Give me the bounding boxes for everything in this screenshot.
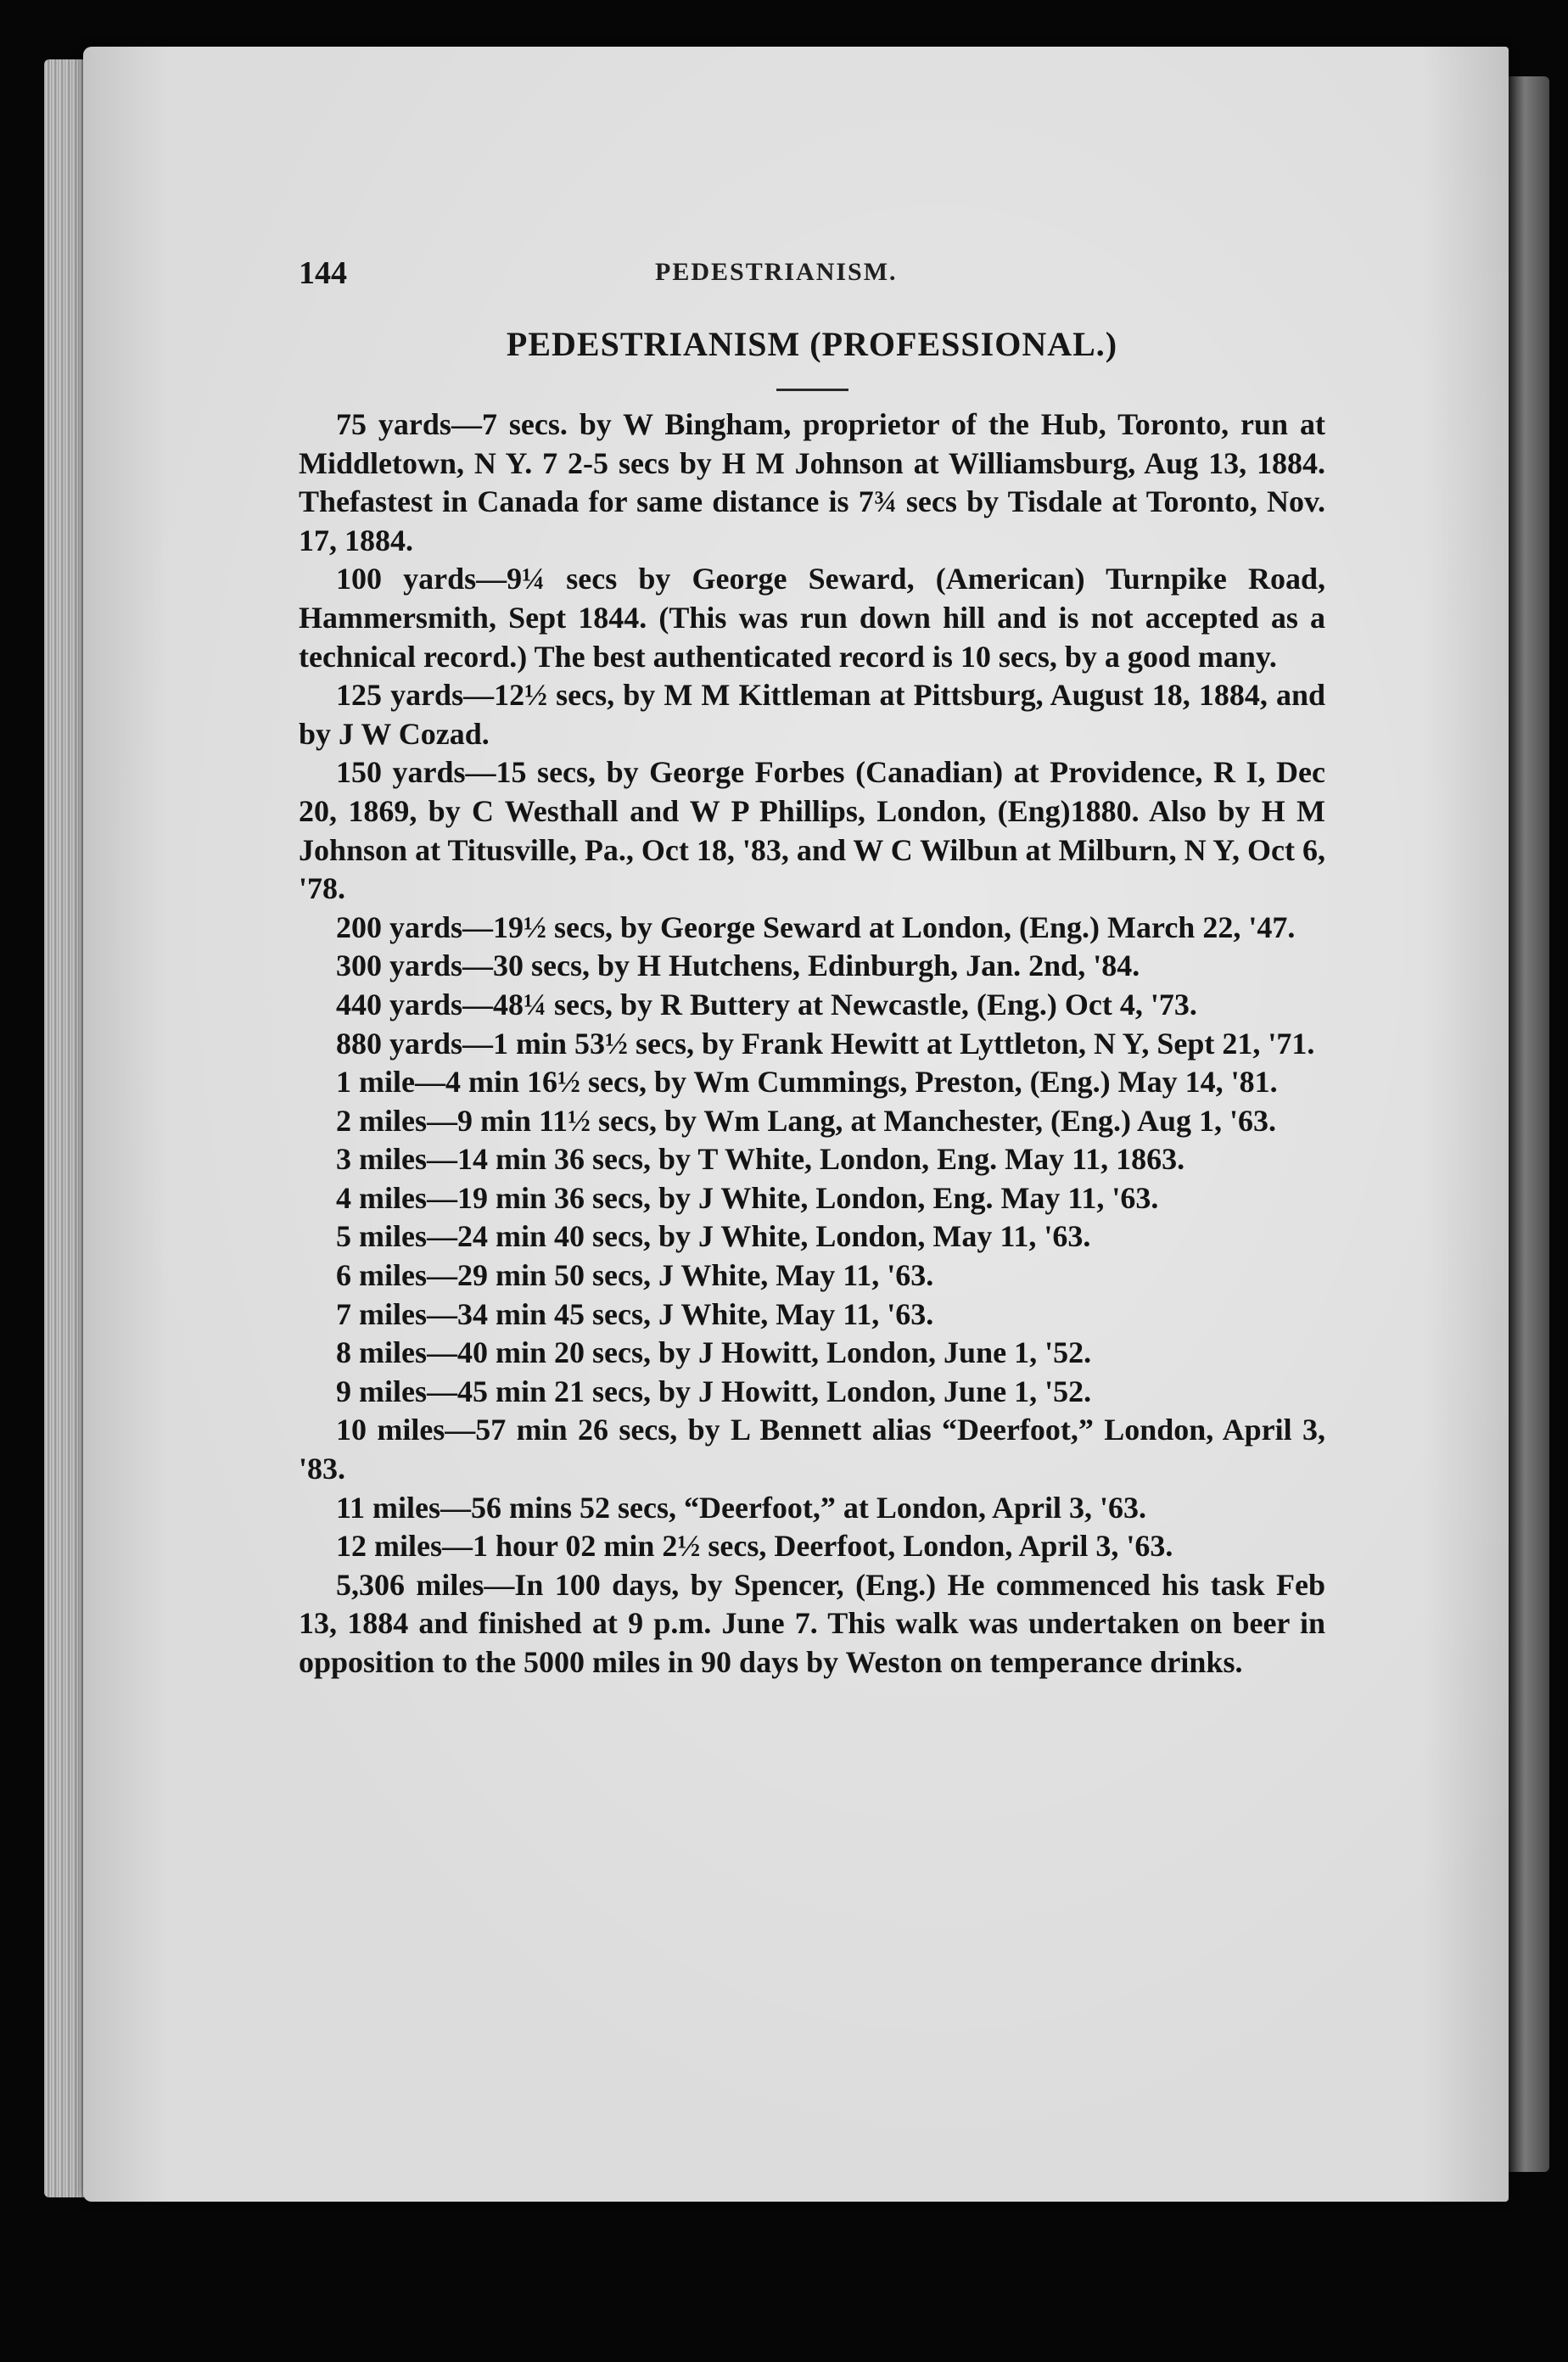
section-title: PEDESTRIANISM (PROFESSIONAL.) bbox=[506, 325, 1118, 363]
title-rule bbox=[776, 389, 848, 391]
record-entry: 9 miles—45 min 21 secs, by J Howitt, London, June 1, '52. bbox=[336, 1374, 1092, 1408]
record-entry: 880 yards—1 min 53½ secs, by Frank Hewitt at Lyttleton, N Y, Sept 21, '71. bbox=[336, 1026, 1315, 1061]
record-entry: 3 miles—14 min 36 secs, by T White, London, Eng. May 11, 1863. bbox=[336, 1142, 1185, 1177]
record-entry: 5,306 miles—In 100 days, by Spencer, (Eng.) He commenced his task Feb 13, 1884 and finished at 9 p.m. June 7. This walk was undertaken on beer in opposition to the 5000 miles in 90 days by Weston on temperance drinks. bbox=[299, 1567, 1325, 1679]
record-entry: 10 miles—57 min 26 secs, by L Bennett alias “Deerfoot,” London, April 3, '83. bbox=[299, 1413, 1325, 1486]
record-entry: 300 yards—30 secs, by H Hutchens, Edinburgh, Jan. 2nd, '84. bbox=[336, 949, 1140, 983]
record-entry: 6 miles—29 min 50 secs, J White, May 11, '63. bbox=[336, 1258, 934, 1293]
record-entry: 150 yards—15 secs, by George Forbes (Canadian) at Providence, R I, Dec 20, 1869, by C Westhall and W P Phillips, London, (Eng)1880. Also by H M Johnson at Titusville, Pa., Oct 18, '83, and W C Wilbun at Milburn, N Y, Oct 6, '78. bbox=[299, 755, 1325, 906]
record-entry: 7 miles—34 min 45 secs, J White, May 11, '63. bbox=[336, 1296, 934, 1331]
facing-page-edge bbox=[1509, 76, 1549, 2172]
page-header bbox=[299, 255, 1325, 297]
record-entry: 200 yards—19½ secs, by George Seward at London, (Eng.) March 22, '47. bbox=[336, 910, 1296, 944]
record-entry: 4 miles—19 min 36 secs, by J White, London, Eng. May 11, '63. bbox=[336, 1180, 1159, 1215]
record-entry: 1 mile—4 min 16½ secs, by Wm Cummings, Preston, (Eng.) May 14, '81. bbox=[336, 1065, 1278, 1100]
record-entry: 100 yards—9¼ secs by George Seward, (American) Turnpike Road, Hammersmith, Sept 1844. (This was run down hill and is not accepted as a technical record.) The best authenticated record is 10 secs, by a good many. bbox=[299, 562, 1325, 674]
record-entry: 440 yards—48¼ secs, by R Buttery at Newcastle, (Eng.) Oct 4, '73. bbox=[336, 987, 1197, 1021]
record-entry: 12 miles—1 hour 02 min 2½ secs, Deerfoot, London, April 3, '63. bbox=[336, 1529, 1173, 1564]
running-head: PEDESTRIANISM. bbox=[655, 258, 898, 286]
record-entry: 2 miles—9 min 11½ secs, by Wm Lang, at Manchester, (Eng.) Aug 1, '63. bbox=[336, 1103, 1277, 1138]
record-entry: 75 yards—7 secs. by W Bingham, proprietor of the Hub, Toronto, run at Middletown, N Y. 7 2-5 secs by H M Johnson at Williamsburg, Aug 13, 1884. Thefastest in Canada for same distance is 7¾ secs by Tisdale at Toronto, Nov. 17, 1884. bbox=[299, 407, 1325, 557]
record-entry: 125 yards—12½ secs, by M M Kittleman at Pittsburg, August 18, 1884, and by J W Cozad. bbox=[299, 678, 1325, 751]
record-entry: 8 miles—40 min 20 secs, by J Howitt, London, June 1, '52. bbox=[336, 1335, 1092, 1370]
record-entry: 11 miles—56 mins 52 secs, “Deerfoot,” at London, April 3, '63. bbox=[336, 1490, 1146, 1525]
page-number: 144 bbox=[299, 255, 347, 291]
records-list bbox=[299, 406, 1325, 1682]
record-entry: 5 miles—24 min 40 secs, by J White, London, May 11, '63. bbox=[336, 1219, 1091, 1254]
